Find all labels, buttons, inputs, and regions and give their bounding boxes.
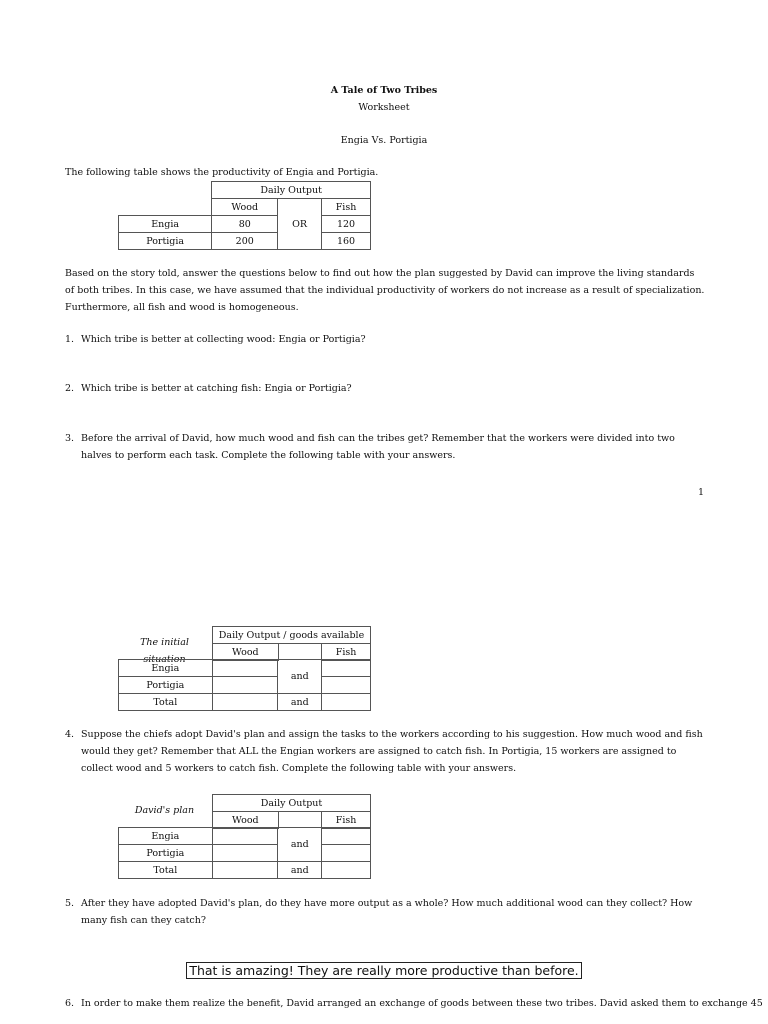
question-number: 4. xyxy=(65,729,75,740)
document-subtitle: Worksheet xyxy=(358,102,410,113)
question-5: After they have adopted David's plan, do they have more output as a whole? How much additional wood can they collect? How many fish can they catch? xyxy=(81,898,693,926)
answer-cell[interactable] xyxy=(322,845,371,862)
answer-cell[interactable] xyxy=(322,862,371,879)
table-header: Daily Output xyxy=(212,182,371,199)
row-name: Portigia xyxy=(119,677,213,694)
and-label: and xyxy=(278,660,322,694)
answer-cell[interactable] xyxy=(212,694,278,711)
question-6: In order to make them realize the benefit, David arranged an exchange of goods between these two tribes. David asked them to exchange 45 xyxy=(81,998,763,1009)
row-name: Engia xyxy=(119,216,212,233)
question-1: Which tribe is better at collecting wood: Engia or Portigia? xyxy=(81,334,366,345)
answer-cell[interactable] xyxy=(322,828,371,845)
table-caption: David's plan xyxy=(134,805,195,816)
answer-cell[interactable] xyxy=(322,660,371,677)
answer-cell[interactable] xyxy=(212,677,278,694)
col-wood: Wood xyxy=(213,644,279,661)
highlight-statement: That is amazing! They are really more productive than before. xyxy=(186,962,581,979)
productivity-table xyxy=(118,181,371,250)
col-fish: Fish xyxy=(322,812,371,829)
row-name: Engia xyxy=(119,828,213,845)
col-wood: Wood xyxy=(212,199,278,216)
initial-situation-rows xyxy=(118,659,371,711)
answer-cell[interactable] xyxy=(322,694,371,711)
col-wood: Wood xyxy=(213,812,279,829)
or-label: OR xyxy=(278,216,322,233)
answer-cell[interactable] xyxy=(322,677,371,694)
question-number: 6. xyxy=(65,998,75,1009)
question-2: Which tribe is better at catching fish: Engia or Portigia? xyxy=(81,383,352,394)
row-name: Engia xyxy=(119,660,213,677)
question-number: 3. xyxy=(65,433,75,444)
table-caption: The initial situation xyxy=(140,637,189,665)
col-fish: Fish xyxy=(322,199,371,216)
row-name: Portigia xyxy=(119,233,212,250)
instructions-paragraph: Based on the story told, answer the questions below to find out how the plan suggested by David can improve the living standards of both tribes. In this case, we have assumed that the individual productivity of workers do not increase as a result of specialization. Furthermore, all fish and wood is homogeneous. xyxy=(65,268,705,313)
table-header: Daily Output xyxy=(213,795,371,812)
table-header: Daily Output / goods available xyxy=(213,627,371,644)
answer-cell[interactable] xyxy=(212,845,278,862)
answer-cell[interactable] xyxy=(212,660,278,677)
answer-cell[interactable] xyxy=(212,862,278,879)
section-heading: Engia Vs. Portigia xyxy=(340,135,428,146)
initial-situation-table xyxy=(212,626,371,661)
row-name: Total xyxy=(119,694,213,711)
question-number: 5. xyxy=(65,898,75,909)
intro-text: The following table shows the productivity of Engia and Portigia. xyxy=(65,167,379,178)
cell-value: 160 xyxy=(322,233,371,250)
davids-plan-table xyxy=(212,794,371,829)
and-label: and xyxy=(278,828,322,862)
cell-value: 80 xyxy=(212,216,278,233)
and-label: and xyxy=(278,862,322,879)
page-number: 1 xyxy=(698,487,705,498)
question-3: Before the arrival of David, how much wood and fish can the tribes get? Remember that the workers were divided into two halves to perform each task. Complete the following table with your answers. xyxy=(81,433,675,461)
question-4: Suppose the chiefs adopt David's plan and assign the tasks to the workers according to his suggestion. How much wood and fish would they get? Remember that ALL the Engian workers are assigned to catch fish. In Portigia, 15 workers are assigned to collect wood and 5 workers to catch fish. Complete the following table with your answers. xyxy=(81,729,703,774)
col-fish: Fish xyxy=(322,644,371,661)
document-title: A Tale of Two Tribes xyxy=(330,85,438,96)
row-name: Total xyxy=(119,862,213,879)
and-label: and xyxy=(278,694,322,711)
cell-value: 200 xyxy=(212,233,278,250)
cell-value: 120 xyxy=(322,216,371,233)
row-name: Portigia xyxy=(119,845,213,862)
question-number: 2. xyxy=(65,383,75,394)
davids-plan-rows xyxy=(118,827,371,879)
question-number: 1. xyxy=(65,334,75,345)
answer-cell[interactable] xyxy=(212,828,278,845)
